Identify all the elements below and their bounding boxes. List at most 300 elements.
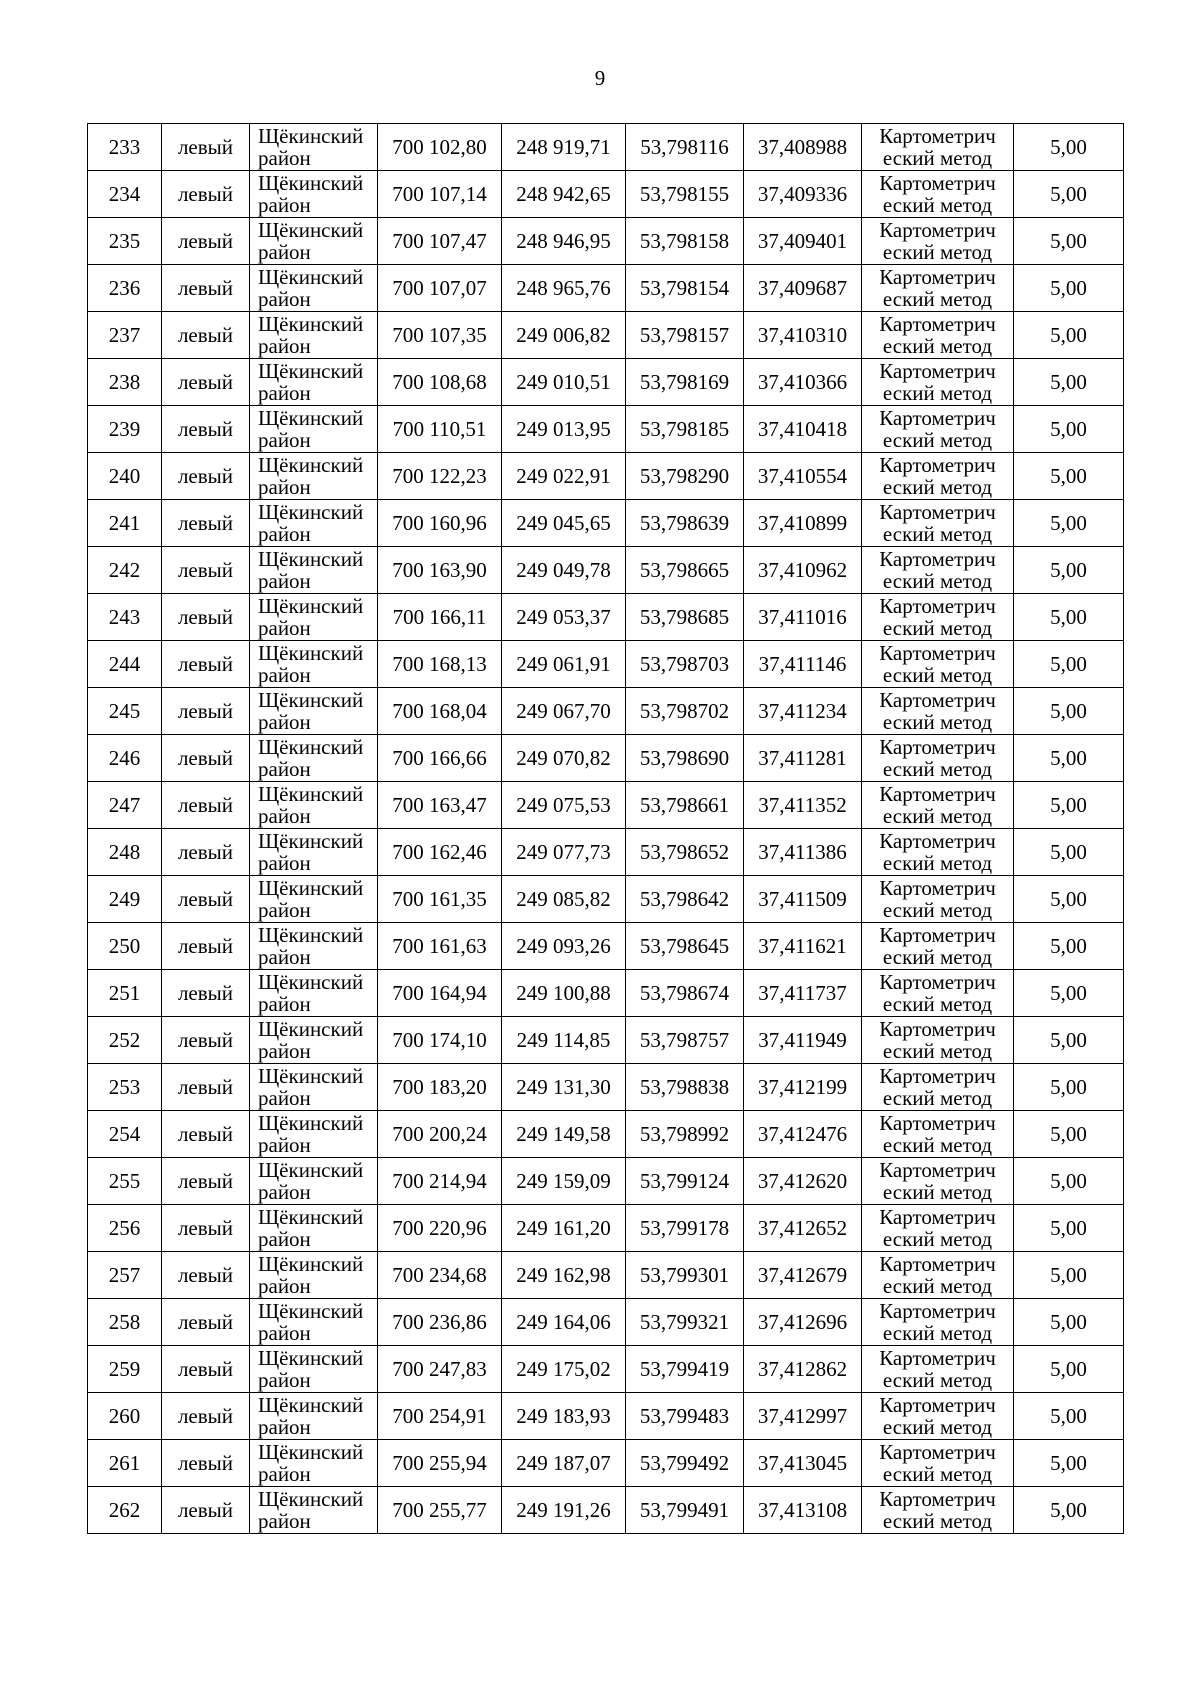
- y-coordinate-cell: 249 093,26: [502, 923, 626, 970]
- y-coordinate-cell: 249 049,78: [502, 547, 626, 594]
- district-cell: [250, 218, 378, 265]
- x-coordinate-cell: 700 163,90: [378, 547, 502, 594]
- side-cell: левый: [162, 594, 250, 641]
- method-cell-line: еский метод: [882, 287, 993, 311]
- longitude-cell: 37,411949: [744, 1017, 862, 1064]
- district-cell: [250, 829, 378, 876]
- latitude-cell: 53,798661: [626, 782, 744, 829]
- district-cell-line: район: [258, 381, 311, 405]
- latitude-cell: 53,798703: [626, 641, 744, 688]
- longitude-cell: 37,411352: [744, 782, 862, 829]
- table-row: [88, 312, 1124, 359]
- district-cell-line: район: [258, 569, 311, 593]
- method-cell: [862, 1252, 1014, 1299]
- longitude-cell: 37,410418: [744, 406, 862, 453]
- method-cell-line: Картометрич: [879, 641, 996, 665]
- latitude-cell: 53,798116: [626, 124, 744, 171]
- point-number-cell: 242: [88, 547, 162, 594]
- side-cell: левый: [162, 1487, 250, 1534]
- district-cell: [250, 171, 378, 218]
- district-cell-line: Щёкинский: [258, 359, 364, 383]
- district-cell-line: район: [258, 710, 311, 734]
- table-row: [88, 1017, 1124, 1064]
- method-cell-line: еский метод: [882, 1415, 993, 1439]
- x-coordinate-cell: 700 163,47: [378, 782, 502, 829]
- latitude-cell: 53,798838: [626, 1064, 744, 1111]
- table-row: [88, 876, 1124, 923]
- district-cell-line: район: [258, 287, 311, 311]
- point-number-cell: 234: [88, 171, 162, 218]
- point-number-cell: 260: [88, 1393, 162, 1440]
- method-cell-line: еский метод: [882, 428, 993, 452]
- method-cell: [862, 594, 1014, 641]
- point-number-cell: 239: [88, 406, 162, 453]
- method-cell-line: Картометрич: [879, 735, 996, 759]
- method-cell: [862, 359, 1014, 406]
- district-cell-line: Щёкинский: [258, 1252, 364, 1276]
- point-number-cell: 250: [88, 923, 162, 970]
- y-coordinate-cell: 249 164,06: [502, 1299, 626, 1346]
- district-cell-line: район: [258, 1274, 311, 1298]
- y-coordinate-cell: 249 162,98: [502, 1252, 626, 1299]
- method-cell-line: Картометрич: [879, 359, 996, 383]
- district-cell-line: район: [258, 804, 311, 828]
- method-cell-line: еский метод: [882, 992, 993, 1016]
- method-cell-line: еский метод: [882, 663, 993, 687]
- district-cell: [250, 1252, 378, 1299]
- y-coordinate-cell: 249 013,95: [502, 406, 626, 453]
- latitude-cell: 53,798645: [626, 923, 744, 970]
- point-number-cell: 249: [88, 876, 162, 923]
- table-row: [88, 829, 1124, 876]
- method-cell-line: еский метод: [882, 757, 993, 781]
- x-coordinate-cell: 700 200,24: [378, 1111, 502, 1158]
- point-number-cell: 247: [88, 782, 162, 829]
- longitude-cell: 37,412696: [744, 1299, 862, 1346]
- method-cell: [862, 1017, 1014, 1064]
- y-coordinate-cell: 249 070,82: [502, 735, 626, 782]
- side-cell: левый: [162, 876, 250, 923]
- district-cell-line: Щёкинский: [258, 500, 364, 524]
- district-cell-line: район: [258, 1086, 311, 1110]
- accuracy-cell: 5,00: [1014, 1393, 1124, 1440]
- accuracy-cell: 5,00: [1014, 735, 1124, 782]
- method-cell: [862, 312, 1014, 359]
- accuracy-cell: 5,00: [1014, 1487, 1124, 1534]
- method-cell: [862, 406, 1014, 453]
- district-cell: [250, 876, 378, 923]
- method-cell-line: еский метод: [882, 475, 993, 499]
- method-cell-line: Картометрич: [879, 312, 996, 336]
- table-row: [88, 1346, 1124, 1393]
- method-cell: [862, 171, 1014, 218]
- accuracy-cell: 5,00: [1014, 1111, 1124, 1158]
- table-row: [88, 1252, 1124, 1299]
- district-cell: [250, 782, 378, 829]
- method-cell: [862, 970, 1014, 1017]
- x-coordinate-cell: 700 107,14: [378, 171, 502, 218]
- method-cell: [862, 1158, 1014, 1205]
- method-cell-line: Картометрич: [879, 1299, 996, 1323]
- district-cell: [250, 265, 378, 312]
- district-cell-line: Щёкинский: [258, 688, 364, 712]
- method-cell-line: еский метод: [882, 710, 993, 734]
- x-coordinate-cell: 700 168,04: [378, 688, 502, 735]
- table-row: [88, 1487, 1124, 1534]
- method-cell: [862, 1393, 1014, 1440]
- side-cell: левый: [162, 124, 250, 171]
- point-number-cell: 241: [88, 500, 162, 547]
- method-cell-line: Картометрич: [879, 782, 996, 806]
- district-cell-line: Щёкинский: [258, 829, 364, 853]
- accuracy-cell: 5,00: [1014, 124, 1124, 171]
- table-row: [88, 594, 1124, 641]
- point-number-cell: 235: [88, 218, 162, 265]
- method-cell-line: еский метод: [882, 1180, 993, 1204]
- latitude-cell: 53,799301: [626, 1252, 744, 1299]
- district-cell: [250, 359, 378, 406]
- method-cell-line: Картометрич: [879, 218, 996, 242]
- latitude-cell: 53,799491: [626, 1487, 744, 1534]
- longitude-cell: 37,410962: [744, 547, 862, 594]
- district-cell-line: Щёкинский: [258, 1064, 364, 1088]
- side-cell: левый: [162, 547, 250, 594]
- district-cell: [250, 923, 378, 970]
- y-coordinate-cell: 249 077,73: [502, 829, 626, 876]
- longitude-cell: 37,413045: [744, 1440, 862, 1487]
- point-number-cell: 253: [88, 1064, 162, 1111]
- side-cell: левый: [162, 829, 250, 876]
- district-cell: [250, 594, 378, 641]
- latitude-cell: 53,798652: [626, 829, 744, 876]
- y-coordinate-cell: 249 161,20: [502, 1205, 626, 1252]
- method-cell-line: Картометрич: [879, 1393, 996, 1417]
- district-cell-line: район: [258, 1180, 311, 1204]
- district-cell-line: район: [258, 428, 311, 452]
- table-row: [88, 218, 1124, 265]
- district-cell-line: район: [258, 1321, 311, 1345]
- district-cell: [250, 970, 378, 1017]
- x-coordinate-cell: 700 255,94: [378, 1440, 502, 1487]
- y-coordinate-cell: 248 946,95: [502, 218, 626, 265]
- method-cell-line: еский метод: [882, 1133, 993, 1157]
- method-cell-line: Картометрич: [879, 970, 996, 994]
- district-cell-line: район: [258, 334, 311, 358]
- x-coordinate-cell: 700 166,11: [378, 594, 502, 641]
- y-coordinate-cell: 249 131,30: [502, 1064, 626, 1111]
- side-cell: левый: [162, 1111, 250, 1158]
- method-cell-line: Картометрич: [879, 171, 996, 195]
- district-cell-line: район: [258, 522, 311, 546]
- district-cell-line: район: [258, 898, 311, 922]
- district-cell-line: Щёкинский: [258, 453, 364, 477]
- method-cell-line: еский метод: [882, 334, 993, 358]
- table-row: [88, 1111, 1124, 1158]
- district-cell-line: Щёкинский: [258, 735, 364, 759]
- method-cell-line: еский метод: [882, 1086, 993, 1110]
- table-row: [88, 124, 1124, 171]
- longitude-cell: 37,412199: [744, 1064, 862, 1111]
- x-coordinate-cell: 700 254,91: [378, 1393, 502, 1440]
- method-cell: [862, 923, 1014, 970]
- accuracy-cell: 5,00: [1014, 1440, 1124, 1487]
- longitude-cell: 37,409401: [744, 218, 862, 265]
- district-cell-line: Щёкинский: [258, 1393, 364, 1417]
- district-cell: [250, 1205, 378, 1252]
- x-coordinate-cell: 700 236,86: [378, 1299, 502, 1346]
- table-row: [88, 1205, 1124, 1252]
- y-coordinate-cell: 248 965,76: [502, 265, 626, 312]
- table-row: [88, 500, 1124, 547]
- latitude-cell: 53,798690: [626, 735, 744, 782]
- longitude-cell: 37,412997: [744, 1393, 862, 1440]
- latitude-cell: 53,799492: [626, 1440, 744, 1487]
- method-cell: [862, 1111, 1014, 1158]
- side-cell: левый: [162, 1205, 250, 1252]
- district-cell-line: Щёкинский: [258, 1440, 364, 1464]
- accuracy-cell: 5,00: [1014, 1158, 1124, 1205]
- latitude-cell: 53,798185: [626, 406, 744, 453]
- method-cell: [862, 735, 1014, 782]
- x-coordinate-cell: 700 174,10: [378, 1017, 502, 1064]
- accuracy-cell: 5,00: [1014, 782, 1124, 829]
- y-coordinate-cell: 249 183,93: [502, 1393, 626, 1440]
- district-cell: [250, 641, 378, 688]
- method-cell: [862, 876, 1014, 923]
- method-cell-line: еский метод: [882, 146, 993, 170]
- point-number-cell: 248: [88, 829, 162, 876]
- accuracy-cell: 5,00: [1014, 594, 1124, 641]
- method-cell-line: Картометрич: [879, 1111, 996, 1135]
- longitude-cell: 37,412679: [744, 1252, 862, 1299]
- method-cell: [862, 547, 1014, 594]
- side-cell: левый: [162, 1064, 250, 1111]
- latitude-cell: 53,799178: [626, 1205, 744, 1252]
- district-cell-line: район: [258, 757, 311, 781]
- table-row: [88, 265, 1124, 312]
- side-cell: левый: [162, 970, 250, 1017]
- district-cell-line: Щёкинский: [258, 1299, 364, 1323]
- y-coordinate-cell: 248 942,65: [502, 171, 626, 218]
- point-number-cell: 262: [88, 1487, 162, 1534]
- table-row: [88, 641, 1124, 688]
- district-cell-line: Щёкинский: [258, 782, 364, 806]
- district-cell-line: район: [258, 1509, 311, 1533]
- method-cell-line: еский метод: [882, 193, 993, 217]
- method-cell-line: Картометрич: [879, 688, 996, 712]
- district-cell: [250, 688, 378, 735]
- method-cell-line: еский метод: [882, 1462, 993, 1486]
- accuracy-cell: 5,00: [1014, 359, 1124, 406]
- district-cell-line: Щёкинский: [258, 124, 364, 148]
- longitude-cell: 37,411281: [744, 735, 862, 782]
- method-cell-line: еский метод: [882, 1039, 993, 1063]
- latitude-cell: 53,798685: [626, 594, 744, 641]
- table-row: [88, 735, 1124, 782]
- method-cell-line: Картометрич: [879, 547, 996, 571]
- latitude-cell: 53,798155: [626, 171, 744, 218]
- latitude-cell: 53,798757: [626, 1017, 744, 1064]
- point-number-cell: 261: [88, 1440, 162, 1487]
- method-cell: [862, 1346, 1014, 1393]
- accuracy-cell: 5,00: [1014, 1205, 1124, 1252]
- table-row: [88, 688, 1124, 735]
- method-cell-line: Картометрич: [879, 1158, 996, 1182]
- method-cell: [862, 1440, 1014, 1487]
- district-cell: [250, 453, 378, 500]
- method-cell-line: Картометрич: [879, 265, 996, 289]
- y-coordinate-cell: 249 187,07: [502, 1440, 626, 1487]
- side-cell: левый: [162, 1440, 250, 1487]
- latitude-cell: 53,798290: [626, 453, 744, 500]
- district-cell-line: Щёкинский: [258, 312, 364, 336]
- district-cell-line: Щёкинский: [258, 1346, 364, 1370]
- x-coordinate-cell: 700 234,68: [378, 1252, 502, 1299]
- method-cell-line: еский метод: [882, 1227, 993, 1251]
- latitude-cell: 53,798158: [626, 218, 744, 265]
- method-cell: [862, 688, 1014, 735]
- latitude-cell: 53,798992: [626, 1111, 744, 1158]
- accuracy-cell: 5,00: [1014, 500, 1124, 547]
- longitude-cell: 37,409687: [744, 265, 862, 312]
- method-cell: [862, 453, 1014, 500]
- longitude-cell: 37,411509: [744, 876, 862, 923]
- point-number-cell: 257: [88, 1252, 162, 1299]
- method-cell-line: еский метод: [882, 945, 993, 969]
- x-coordinate-cell: 700 183,20: [378, 1064, 502, 1111]
- side-cell: левый: [162, 1299, 250, 1346]
- table-row: [88, 359, 1124, 406]
- method-cell-line: еский метод: [882, 804, 993, 828]
- latitude-cell: 53,798665: [626, 547, 744, 594]
- y-coordinate-cell: 249 053,37: [502, 594, 626, 641]
- method-cell-line: Картометрич: [879, 923, 996, 947]
- district-cell-line: Щёкинский: [258, 265, 364, 289]
- table-row: [88, 1064, 1124, 1111]
- district-cell-line: район: [258, 616, 311, 640]
- accuracy-cell: 5,00: [1014, 1017, 1124, 1064]
- longitude-cell: 37,412862: [744, 1346, 862, 1393]
- district-cell-line: Щёкинский: [258, 406, 364, 430]
- district-cell-line: Щёкинский: [258, 1158, 364, 1182]
- district-cell: [250, 1487, 378, 1534]
- method-cell-line: Картометрич: [879, 829, 996, 853]
- point-number-cell: 255: [88, 1158, 162, 1205]
- method-cell-line: еский метод: [882, 381, 993, 405]
- latitude-cell: 53,798154: [626, 265, 744, 312]
- longitude-cell: 37,410310: [744, 312, 862, 359]
- point-number-cell: 233: [88, 124, 162, 171]
- method-cell-line: Картометрич: [879, 594, 996, 618]
- accuracy-cell: 5,00: [1014, 1252, 1124, 1299]
- table-row: [88, 1440, 1124, 1487]
- side-cell: левый: [162, 1393, 250, 1440]
- district-cell-line: Щёкинский: [258, 1205, 364, 1229]
- method-cell-line: Картометрич: [879, 1440, 996, 1464]
- point-number-cell: 244: [88, 641, 162, 688]
- x-coordinate-cell: 700 161,35: [378, 876, 502, 923]
- district-cell: [250, 1393, 378, 1440]
- point-number-cell: 252: [88, 1017, 162, 1064]
- y-coordinate-cell: 249 100,88: [502, 970, 626, 1017]
- longitude-cell: 37,411146: [744, 641, 862, 688]
- latitude-cell: 53,798642: [626, 876, 744, 923]
- point-number-cell: 243: [88, 594, 162, 641]
- method-cell: [862, 1487, 1014, 1534]
- y-coordinate-cell: 249 159,09: [502, 1158, 626, 1205]
- method-cell: [862, 218, 1014, 265]
- district-cell: [250, 1111, 378, 1158]
- district-cell-line: Щёкинский: [258, 594, 364, 618]
- district-cell-line: Щёкинский: [258, 171, 364, 195]
- district-cell-line: район: [258, 146, 311, 170]
- point-number-cell: 237: [88, 312, 162, 359]
- coordinates-table: [87, 123, 1124, 1534]
- side-cell: левый: [162, 453, 250, 500]
- point-number-cell: 245: [88, 688, 162, 735]
- accuracy-cell: 5,00: [1014, 923, 1124, 970]
- longitude-cell: 37,411386: [744, 829, 862, 876]
- point-number-cell: 256: [88, 1205, 162, 1252]
- method-cell: [862, 641, 1014, 688]
- district-cell-line: район: [258, 240, 311, 264]
- y-coordinate-cell: 249 010,51: [502, 359, 626, 406]
- y-coordinate-cell: 249 067,70: [502, 688, 626, 735]
- table-body: [88, 124, 1124, 1534]
- x-coordinate-cell: 700 107,47: [378, 218, 502, 265]
- point-number-cell: 236: [88, 265, 162, 312]
- latitude-cell: 53,798639: [626, 500, 744, 547]
- x-coordinate-cell: 700 247,83: [378, 1346, 502, 1393]
- method-cell-line: еский метод: [882, 1274, 993, 1298]
- method-cell-line: еский метод: [882, 522, 993, 546]
- side-cell: левый: [162, 1252, 250, 1299]
- longitude-cell: 37,411621: [744, 923, 862, 970]
- y-coordinate-cell: 249 114,85: [502, 1017, 626, 1064]
- side-cell: левый: [162, 782, 250, 829]
- district-cell: [250, 124, 378, 171]
- method-cell: [862, 500, 1014, 547]
- longitude-cell: 37,412652: [744, 1205, 862, 1252]
- method-cell: [862, 829, 1014, 876]
- side-cell: левый: [162, 312, 250, 359]
- x-coordinate-cell: 700 102,80: [378, 124, 502, 171]
- x-coordinate-cell: 700 108,68: [378, 359, 502, 406]
- district-cell: [250, 735, 378, 782]
- accuracy-cell: 5,00: [1014, 688, 1124, 735]
- method-cell-line: еский метод: [882, 1321, 993, 1345]
- x-coordinate-cell: 700 255,77: [378, 1487, 502, 1534]
- method-cell-line: Картометрич: [879, 1205, 996, 1229]
- y-coordinate-cell: 249 075,53: [502, 782, 626, 829]
- district-cell-line: район: [258, 945, 311, 969]
- district-cell: [250, 312, 378, 359]
- longitude-cell: 37,408988: [744, 124, 862, 171]
- longitude-cell: 37,410899: [744, 500, 862, 547]
- district-cell: [250, 1346, 378, 1393]
- accuracy-cell: 5,00: [1014, 1064, 1124, 1111]
- point-number-cell: 259: [88, 1346, 162, 1393]
- x-coordinate-cell: 700 214,94: [378, 1158, 502, 1205]
- district-cell-line: район: [258, 475, 311, 499]
- point-number-cell: 251: [88, 970, 162, 1017]
- district-cell: [250, 547, 378, 594]
- method-cell: [862, 1299, 1014, 1346]
- x-coordinate-cell: 700 107,35: [378, 312, 502, 359]
- method-cell: [862, 265, 1014, 312]
- x-coordinate-cell: 700 107,07: [378, 265, 502, 312]
- side-cell: левый: [162, 1158, 250, 1205]
